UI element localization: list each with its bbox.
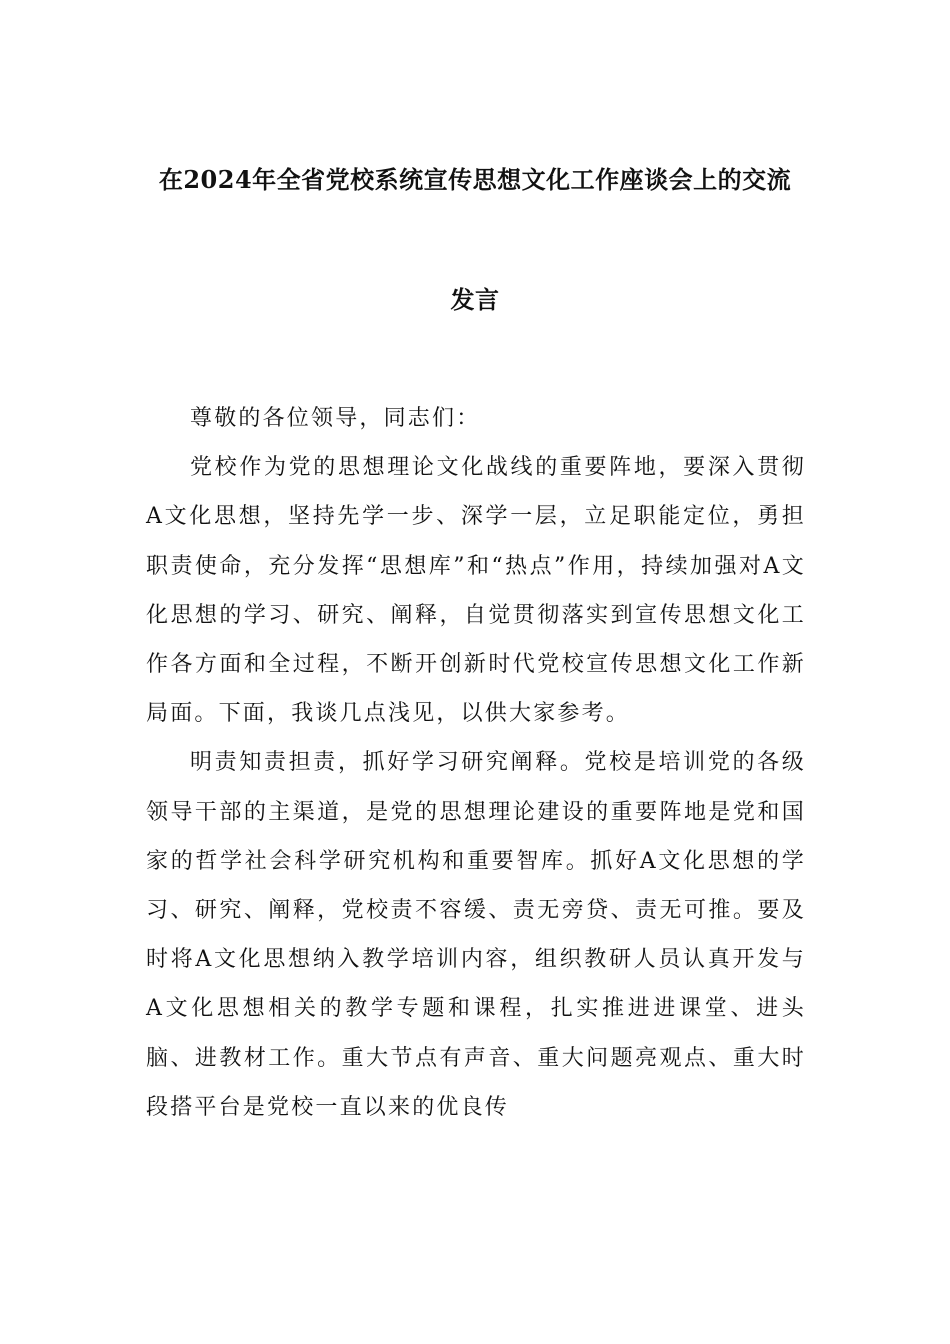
section-paragraph: 明责知责担责，抓好学习研究阐释。党校是培训党的各级领导干部的主渠道，是党的思想理论建设的重要阵地是党和国家的哲学社会科学研究机构和重要智库。抓好A文化思想的学习、研究、阐释，党校责不容缓、责无旁贷、责无可推。要及时将A文化思想纳入教学培训内容，组织教研人员认真开发与A文化思想相关的教学专题和课程，扎实推进进课堂、进头脑、进教材工作。重大节点有声音、重大问题亮观点、重大时段搭平台是党校一直以来的优良传: [146, 750, 806, 1120]
salutation-paragraph: 尊敬的各位领导，同志们：: [190, 406, 481, 431]
document-title-line-1: 在2024年全省党校系统宣传思想文化工作座谈会上的交流: [158, 165, 792, 194]
document-body: [146, 394, 806, 1132]
document-title-line-2: 发言: [450, 285, 500, 314]
intro-paragraph: 党校作为党的思想理论文化战线的重要阵地，要深入贯彻A文化思想，坚持先学一步、深学一层，立足职能定位，勇担职责使命，充分发挥“思想库”和“热点”作用，持续加强对A文化思想的学习、研究、阐释，自觉贯彻落实到宣传思想文化工作各方面和全过程，不断开创新时代党校宣传思想文化工作新局面。下面，我谈几点浅见，以供大家参考。: [146, 455, 806, 727]
